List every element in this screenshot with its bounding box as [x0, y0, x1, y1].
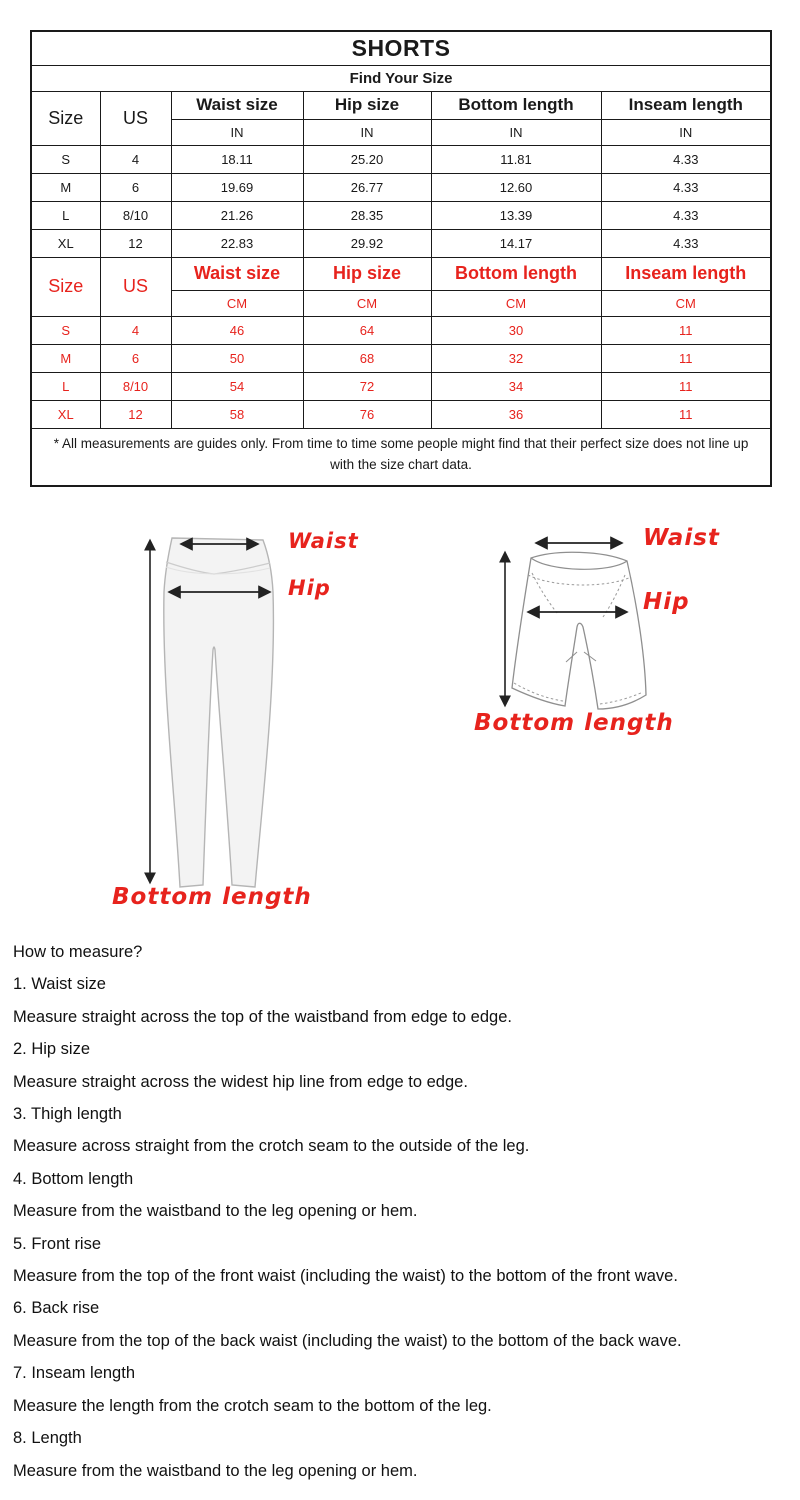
shorts-hip-label: Hip [643, 589, 690, 615]
value-cell: 12.60 [431, 173, 601, 201]
table-subtitle-row [31, 65, 771, 91]
header-inseam-length-cm: Inseam length [601, 257, 771, 290]
value-cell: 19.69 [171, 173, 303, 201]
value-cell: 30 [431, 316, 601, 344]
value-cell: 50 [171, 344, 303, 372]
unit-cell-cm: CM [601, 290, 771, 316]
value-cell: 18.11 [171, 145, 303, 173]
size-row-S-IN [31, 145, 771, 173]
value-cell: 8/10 [100, 372, 171, 400]
value-cell: 4.33 [601, 145, 771, 173]
value-cell: 8/10 [100, 201, 171, 229]
table-title-row [31, 31, 771, 65]
measure-step-body-2: Measure straight across the widest hip line from edge to edge. [13, 1072, 468, 1091]
value-cell: 13.39 [431, 201, 601, 229]
measure-step-heading-5: 5. Front rise [13, 1234, 102, 1253]
header-us-in: US [100, 91, 171, 145]
how-to-measure-section [13, 936, 793, 1487]
leggings-waist-label: Waist [288, 529, 359, 553]
header-waist-size-in: Waist size [171, 91, 303, 119]
size-row-XL-CM [31, 400, 771, 428]
value-cell: S [31, 316, 100, 344]
size-row-L-CM [31, 372, 771, 400]
value-cell: 4.33 [601, 229, 771, 257]
value-cell: 54 [171, 372, 303, 400]
header-hip-size-in: Hip size [303, 91, 431, 119]
value-cell: 25.20 [303, 145, 431, 173]
value-cell: 11 [601, 372, 771, 400]
measure-step-heading-3: 3. Thigh length [13, 1105, 122, 1124]
unit-cell-in: IN [171, 119, 303, 145]
table-subtitle: Find Your Size [31, 65, 771, 91]
leggings-outline [164, 538, 274, 887]
size-row-S-CM [31, 316, 771, 344]
unit-cell-cm: CM [431, 290, 601, 316]
measure-step-heading-8: 8. Length [13, 1429, 82, 1448]
header-us-cm: US [100, 257, 171, 316]
shorts-waist-label: Waist [643, 525, 720, 551]
value-cell: 64 [303, 316, 431, 344]
value-cell: 11 [601, 316, 771, 344]
size-row-XL-IN [31, 229, 771, 257]
header-bottom-length-cm: Bottom length [431, 257, 601, 290]
measure-step-body-3: Measure across straight from the crotch seam to the outside of the leg. [13, 1137, 530, 1156]
section-header-row-CM [31, 257, 771, 290]
value-cell: 34 [431, 372, 601, 400]
header-inseam-length-in: Inseam length [601, 91, 771, 119]
value-cell: M [31, 344, 100, 372]
measure-step-body-7: Measure the length from the crotch seam to the bottom of the leg. [13, 1396, 492, 1415]
measure-step-body-8: Measure from the waistband to the leg opening or hem. [13, 1461, 418, 1480]
size-table-body [31, 91, 771, 428]
leggings-bottom-length-label: Bottom length [112, 884, 312, 910]
size-table [30, 30, 772, 487]
unit-cell-in: IN [431, 119, 601, 145]
measure-step-body-6: Measure from the top of the back waist (including the waist) to the bottom of the back wave. [13, 1331, 682, 1350]
value-cell: 4.33 [601, 201, 771, 229]
measure-step-heading-4: 4. Bottom length [13, 1169, 134, 1188]
footnote-text: * All measurements are guides only. From time to time some people might find that their perfect size does not line up with the size chart data. [31, 428, 771, 486]
measure-step-heading-7: 7. Inseam length [13, 1364, 135, 1383]
measure-step-heading-1: 1. Waist size [13, 975, 106, 994]
value-cell: 12 [100, 229, 171, 257]
header-hip-size-cm: Hip size [303, 257, 431, 290]
value-cell: L [31, 201, 100, 229]
value-cell: 76 [303, 400, 431, 428]
value-cell: 6 [100, 344, 171, 372]
value-cell: 11 [601, 400, 771, 428]
value-cell: 32 [431, 344, 601, 372]
shorts-bottom-length-label: Bottom length [474, 710, 674, 736]
value-cell: 4 [100, 316, 171, 344]
value-cell: 21.26 [171, 201, 303, 229]
measure-step-body-5: Measure from the top of the front waist (including the waist) to the bottom of the front wave. [13, 1267, 678, 1286]
unit-cell-cm: CM [303, 290, 431, 316]
table-title: SHORTS [31, 31, 771, 65]
value-cell: 26.77 [303, 173, 431, 201]
measure-step-heading-2: 2. Hip size [13, 1040, 91, 1059]
section-header-row-IN [31, 91, 771, 119]
footnote-row [31, 428, 771, 486]
header-waist-size-cm: Waist size [171, 257, 303, 290]
value-cell: 12 [100, 400, 171, 428]
header-bottom-length-in: Bottom length [431, 91, 601, 119]
value-cell: 72 [303, 372, 431, 400]
value-cell: 4 [100, 145, 171, 173]
value-cell: 4.33 [601, 173, 771, 201]
value-cell: S [31, 145, 100, 173]
unit-cell-cm: CM [171, 290, 303, 316]
size-row-M-IN [31, 173, 771, 201]
value-cell: 11 [601, 344, 771, 372]
value-cell: 14.17 [431, 229, 601, 257]
value-cell: L [31, 372, 100, 400]
shorts-outline [512, 552, 646, 709]
how-to-measure-title: How to measure? [13, 943, 143, 961]
value-cell: 58 [171, 400, 303, 428]
value-cell: 36 [431, 400, 601, 428]
size-row-L-IN [31, 201, 771, 229]
value-cell: 46 [171, 316, 303, 344]
unit-cell-in: IN [601, 119, 771, 145]
value-cell: M [31, 173, 100, 201]
measure-step-body-4: Measure from the waistband to the leg opening or hem. [13, 1202, 418, 1221]
value-cell: 29.92 [303, 229, 431, 257]
value-cell: 22.83 [171, 229, 303, 257]
value-cell: 68 [303, 344, 431, 372]
unit-cell-in: IN [303, 119, 431, 145]
size-row-M-CM [31, 344, 771, 372]
measure-step-heading-6: 6. Back rise [13, 1299, 100, 1318]
measure-step-body-1: Measure straight across the top of the waistband from edge to edge. [13, 1007, 512, 1026]
value-cell: 28.35 [303, 201, 431, 229]
leggings-hip-label: Hip [288, 576, 331, 600]
value-cell: 6 [100, 173, 171, 201]
header-size-in: Size [31, 91, 100, 145]
header-size-cm: Size [31, 257, 100, 316]
value-cell: XL [31, 400, 100, 428]
value-cell: 11.81 [431, 145, 601, 173]
value-cell: XL [31, 229, 100, 257]
